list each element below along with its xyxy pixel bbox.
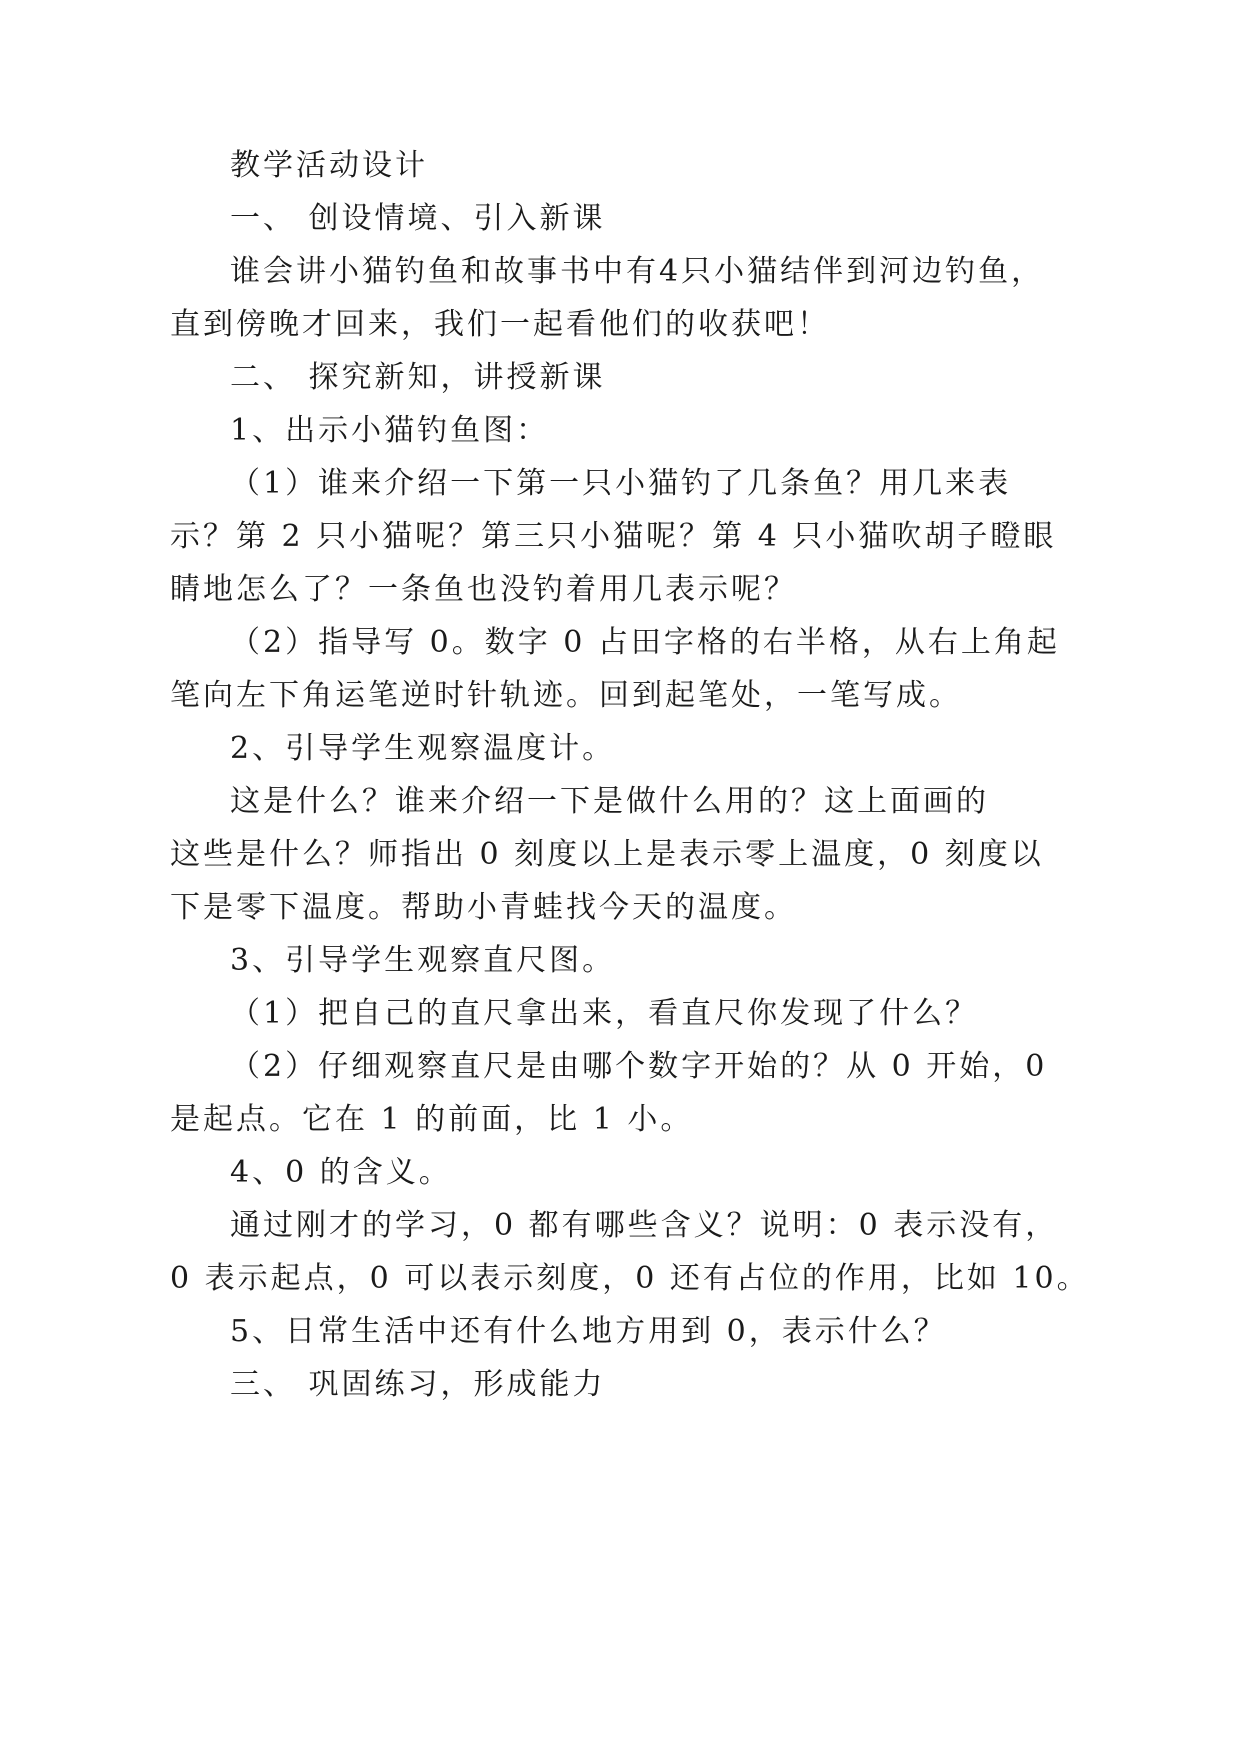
numbered-item: 1、出示小猫钓鱼图：	[230, 413, 550, 448]
section-heading-1: 一、 创设情境、引入新课	[230, 201, 606, 236]
numbered-item: 2、引导学生观察温度计。	[230, 731, 616, 766]
numbered-item: 4、0 的含义。	[230, 1155, 452, 1190]
section-heading-3: 三、 巩固练习，形成能力	[230, 1367, 606, 1402]
paragraph-line: 下是零下温度。帮助小青蛙找今天的温度。	[170, 890, 797, 925]
paragraph-line: 直到傍晚才回来，我们一起看他们的收获吧！	[170, 307, 830, 342]
section-heading-title: 教学活动设计	[230, 148, 428, 183]
paragraph-line: （1）谁来介绍一下第一只小猫钓了几条鱼？用几来表	[230, 466, 1012, 501]
paragraph-line: 这些是什么？师指出 0 刻度以上是表示零上温度，0 刻度以	[170, 837, 1044, 872]
numbered-item: 3、引导学生观察直尺图。	[230, 943, 616, 978]
paragraph-line: 示？第 2 只小猫呢？第三只小猫呢？第 4 只小猫吹胡子瞪眼	[170, 519, 1057, 554]
numbered-item: 5、日常生活中还有什么地方用到 0，表示什么？	[230, 1314, 947, 1349]
paragraph-line: 这是什么？谁来介绍一下是做什么用的？这上面画的	[230, 784, 989, 819]
paragraph-line: 睛地怎么了？一条鱼也没钓着用几表示呢？	[170, 572, 797, 607]
paragraph-line: 0 表示起点，0 可以表示刻度，0 还有占位的作用，比如 10。	[170, 1261, 1090, 1296]
paragraph-line: 是起点。它在 1 的前面，比 1 小。	[170, 1102, 694, 1137]
section-heading-2: 二、 探究新知，讲授新课	[230, 360, 606, 395]
paragraph-line: 谁会讲小猫钓鱼和故事书中有4只小猫结伴到河边钓鱼，	[230, 254, 1045, 289]
paragraph-line: （2）指导写 0。数字 0 占田字格的右半格，从右上角起	[230, 625, 1060, 660]
paragraph-line: 笔向左下角运笔逆时针轨迹。回到起笔处，一笔写成。	[170, 678, 962, 713]
paragraph-line: （1）把自己的直尺拿出来，看直尺你发现了什么？	[230, 996, 979, 1031]
paragraph-line: 通过刚才的学习，0 都有哪些含义？说明：0 表示没有，	[230, 1208, 1059, 1243]
paragraph-line: （2）仔细观察直尺是由哪个数字开始的？从 0 开始，0	[230, 1049, 1048, 1084]
